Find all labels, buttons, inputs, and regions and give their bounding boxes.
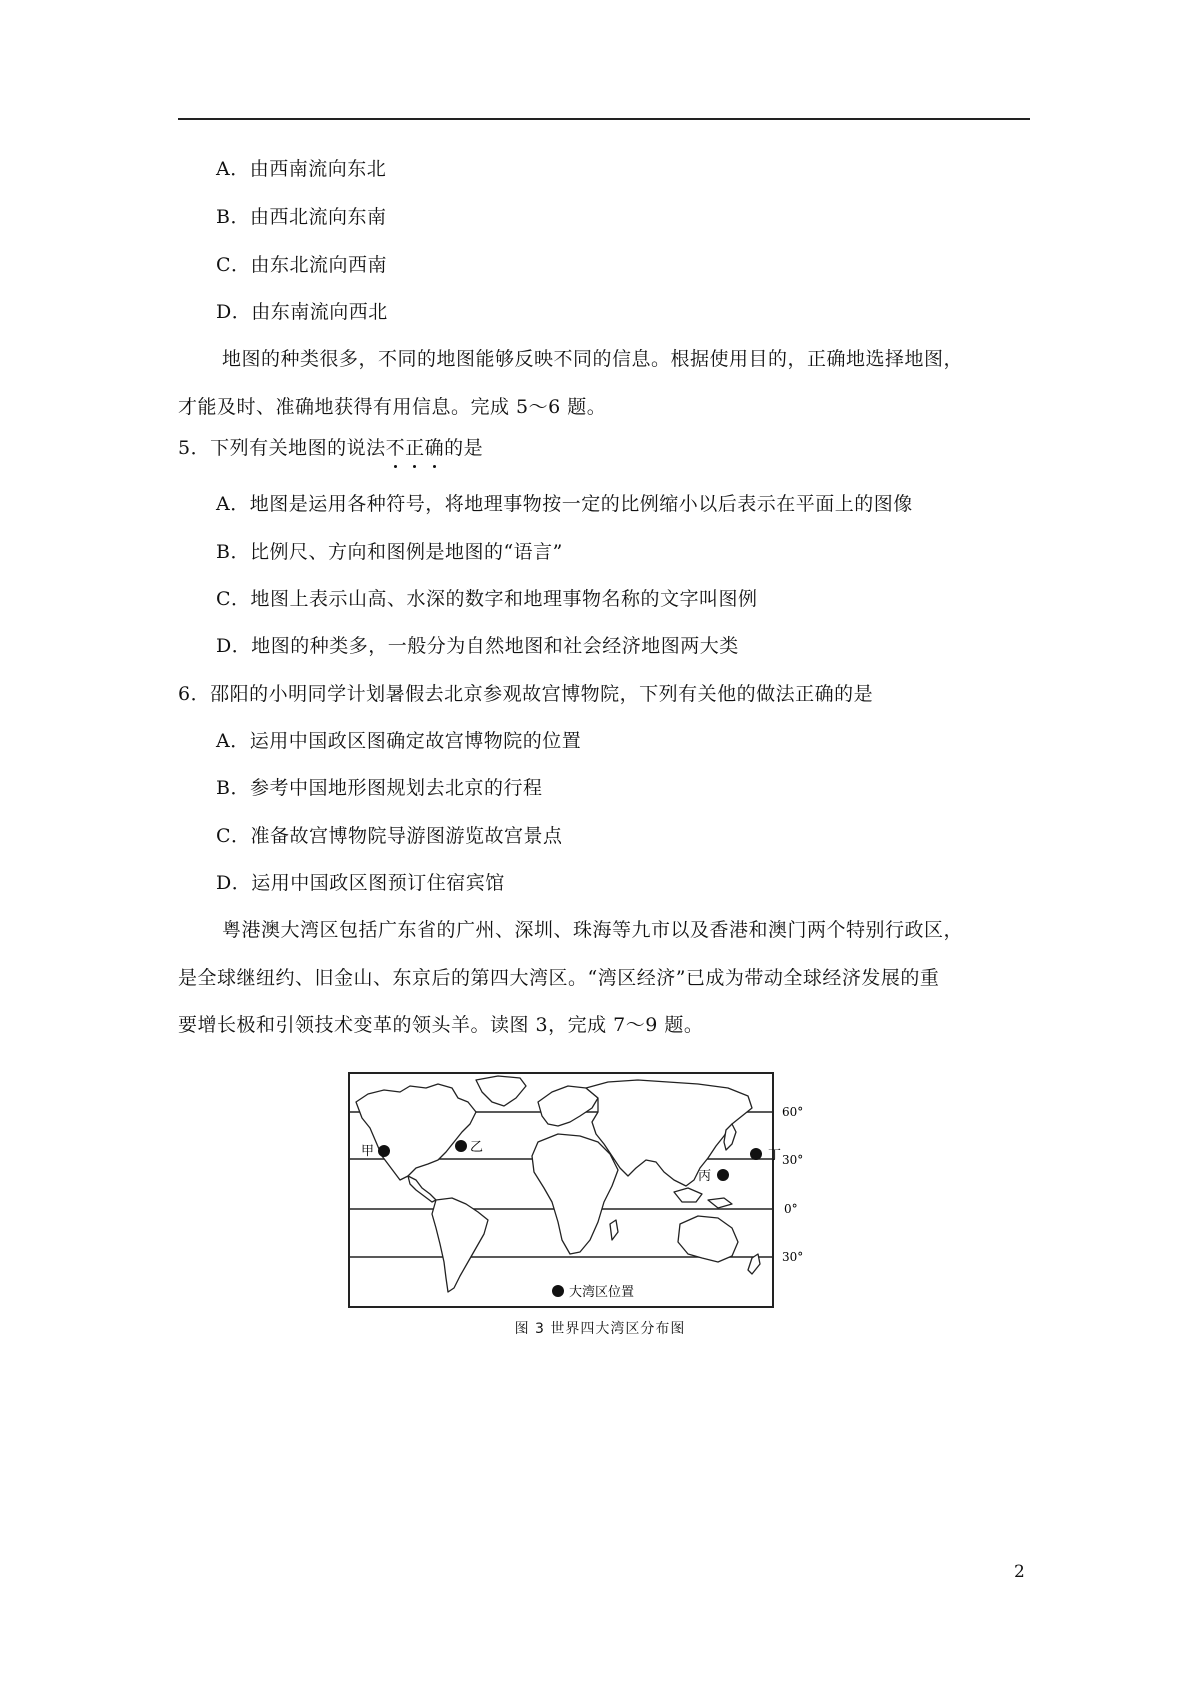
bay-label-yi: 乙 (470, 1140, 484, 1155)
bay-point-ding (750, 1148, 762, 1160)
lat-label-60: 60° (782, 1105, 804, 1119)
world-bay-areas-map (348, 1072, 848, 1308)
q5-emphasis (386, 437, 445, 459)
q5-stem (178, 436, 483, 460)
q5-stem-suffix: 的是 (444, 437, 484, 459)
figure-caption: 图 3 世界四大湾区分布图 (514, 1321, 686, 1337)
bay-point-bing (717, 1169, 729, 1181)
q5-stem-prefix: 5．下列有关地图的说法 (178, 437, 386, 459)
q6-option-c: C．准备故宫博物院导游图游览故宫景点 (216, 825, 563, 847)
q6-stem: 6．邵阳的小明同学计划暑假去北京参观故宫博物院，下列有关他的做法正确的是 (178, 683, 874, 705)
lat-label-30n: 30° (782, 1153, 804, 1167)
q4-option-a: A．由西南流向东北 (216, 158, 387, 180)
q4-option-c: C．由东北流向西南 (216, 254, 388, 276)
legend-dot (552, 1285, 564, 1297)
intro1-line2: 才能及时、准确地获得有用信息。完成 5～6 题。 (178, 396, 607, 418)
q6-option-b: B．参考中国地形图规划去北京的行程 (216, 777, 543, 799)
lat-label-30s: 30° (782, 1250, 804, 1264)
lat-label-0: 0° (784, 1202, 798, 1216)
bay-label-bing: 丙 (698, 1169, 712, 1184)
q4-option-d: D．由东南流向西北 (216, 301, 388, 323)
bay-point-yi (455, 1140, 467, 1152)
q5-option-d: D．地图的种类多，一般分为自然地图和社会经济地图两大类 (216, 635, 739, 657)
q5-option-a: A．地图是运用各种符号，将地理事物按一定的比例缩小以后表示在平面上的图像 (216, 493, 913, 515)
page-number: 2 (1014, 1562, 1025, 1582)
header-rule (178, 118, 1030, 120)
intro2-line1: 粤港澳大湾区包括广东省的广州、深圳、珠海等九市以及香港和澳门两个特别行政区， (222, 919, 964, 941)
map-svg (348, 1072, 848, 1308)
intro1-line1: 地图的种类很多，不同的地图能够反映不同的信息。根据使用目的，正确地选择地图， (222, 348, 964, 370)
intro2-line3: 要增长极和引领技术变革的领头羊。读图 3，完成 7～9 题。 (178, 1014, 704, 1036)
bay-point-jia (378, 1145, 390, 1157)
q5-option-b: B．比例尺、方向和图例是地图的“语言” (216, 541, 563, 563)
q5-emphasis-text: 不正确 (385, 437, 445, 459)
q5-option-c: C．地图上表示山高、水深的数字和地理事物名称的文字叫图例 (216, 588, 758, 610)
q6-option-a: A．运用中国政区图确定故宫博物院的位置 (216, 730, 582, 752)
legend-label: 大湾区位置 (569, 1285, 635, 1300)
intro2-line2: 是全球继纽约、旧金山、东京后的第四大湾区。“湾区经济”已成为带动全球经济发展的重 (178, 967, 940, 989)
bay-label-ding: 丁 (768, 1148, 782, 1163)
bay-label-jia: 甲 (361, 1144, 375, 1159)
q4-option-b: B．由西北流向东南 (216, 206, 387, 228)
q6-option-d: D．运用中国政区图预订住宿宾馆 (216, 872, 505, 894)
emphasis-dots (386, 465, 445, 468)
